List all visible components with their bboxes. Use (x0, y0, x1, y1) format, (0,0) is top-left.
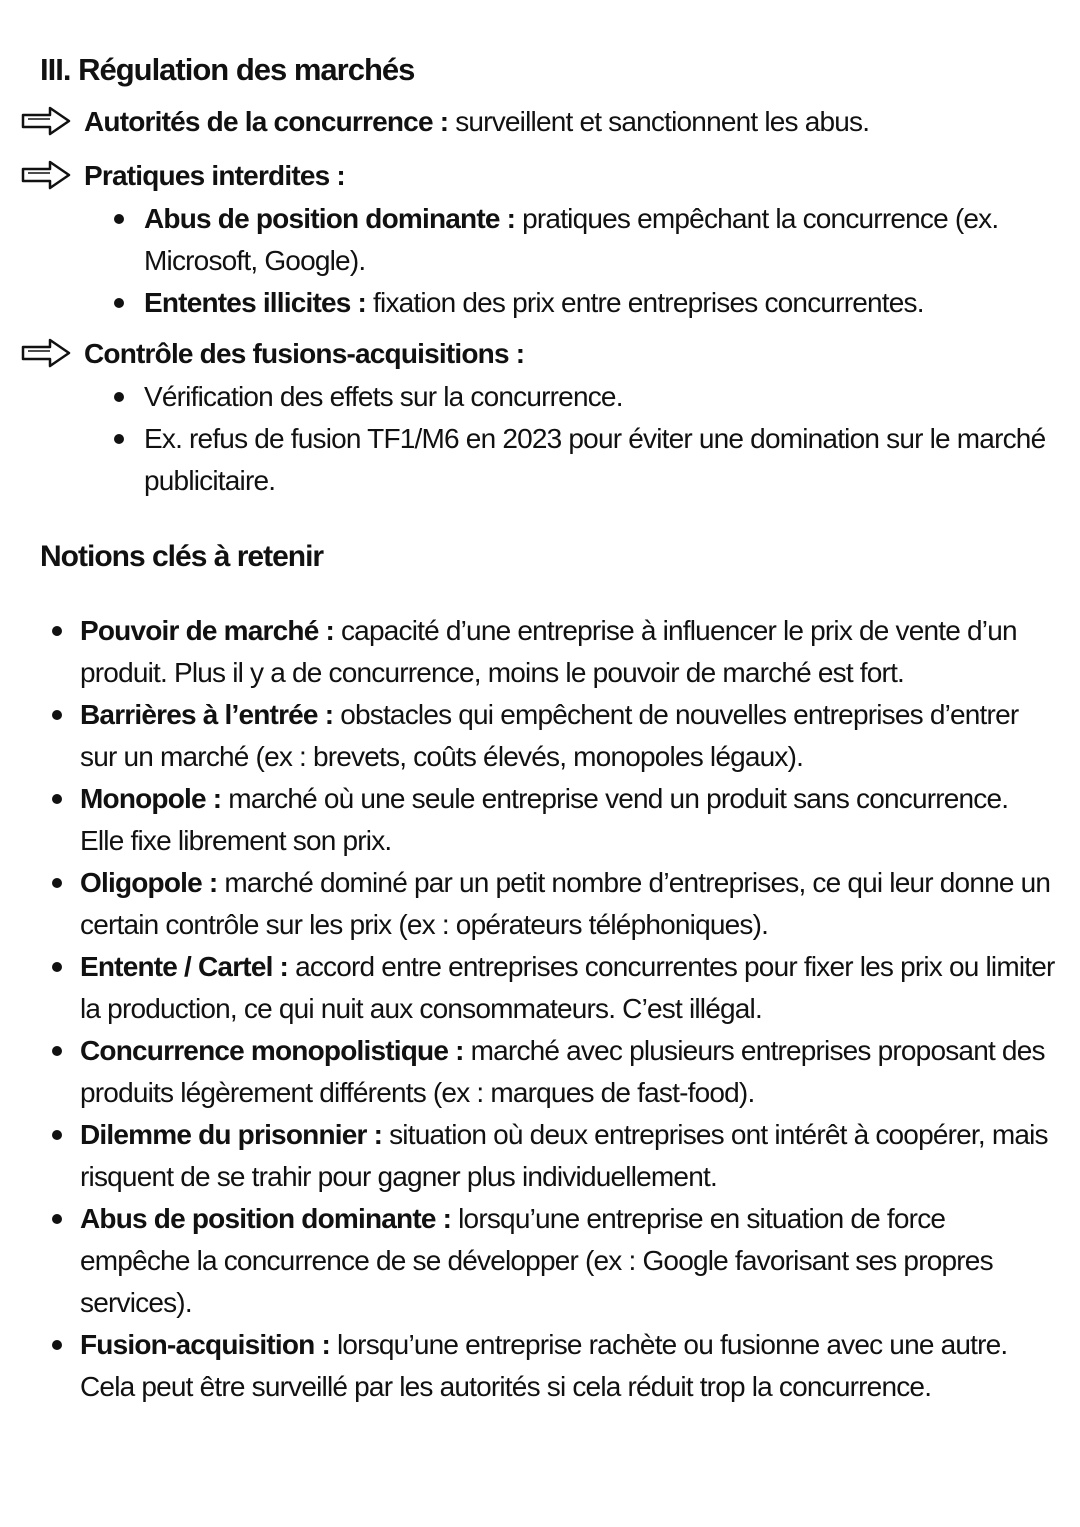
regulation-sublist (112, 376, 1052, 502)
notion-term: Dilemme du prisonnier : (80, 1119, 383, 1150)
notion-term: Monopole : (80, 783, 222, 814)
notion-term: Barrières à l’entrée : (80, 699, 334, 730)
notion-term: Abus de position dominante : (80, 1203, 452, 1234)
sub-term: Abus de position dominante : (144, 203, 516, 234)
notion-text: accord entre entreprises concurrentes pour fixer les prix ou limiter la production, ce qui nuit aux consommateurs. C’est illégal. (80, 951, 1055, 1024)
arrow-icon (20, 105, 72, 137)
regulation-term: Pratiques interdites : (84, 160, 345, 191)
notion-term: Fusion-acquisition : (80, 1329, 330, 1360)
arrow-icon (20, 337, 72, 369)
notion-text: lorsqu’une entreprise rachète ou fusionne avec une autre. Cela peut être surveillé par les autorités si cela réduit trop la concurrence. (80, 1329, 1008, 1402)
list-item (46, 778, 1056, 862)
list-item (46, 946, 1056, 1030)
regulation-term: Autorités de la concurrence : (84, 106, 449, 137)
notions-list (46, 610, 1056, 1408)
regulation-item (20, 333, 524, 375)
regulation-sublist (112, 198, 1052, 324)
regulation-item (20, 101, 869, 143)
list-item (46, 610, 1056, 694)
notion-text: marché dominé par un petit nombre d’entreprises, ce qui leur donne un certain contrôle sur les prix (ex : opérateurs téléphoniques). (80, 867, 1051, 940)
notion-text: marché avec plusieurs entreprises proposant des produits légèrement différents (ex : marques de fast-food). (80, 1035, 1045, 1108)
sub-text: Vérification des effets sur la concurrence. (144, 381, 623, 412)
list-item (46, 1324, 1056, 1408)
list-item (46, 1114, 1056, 1198)
list-item (46, 862, 1056, 946)
notion-term: Pouvoir de marché : (80, 615, 334, 646)
regulation-term: Contrôle des fusions-acquisitions : (84, 338, 525, 369)
list-item (46, 1030, 1056, 1114)
notion-term: Oligopole : (80, 867, 218, 898)
notion-text: lorsqu’une entreprise en situation de force empêche la concurrence de se développer (ex : Google favorisant ses propres services). (80, 1203, 993, 1318)
sub-text: pratiques empêchant la concurrence (ex. Microsoft, Google). (144, 203, 999, 276)
sub-text: fixation des prix entre entreprises concurrentes. (366, 287, 924, 318)
list-item (112, 198, 1052, 282)
notion-term: Concurrence monopolistique : (80, 1035, 464, 1066)
notion-text: situation où deux entreprises ont intérêt à coopérer, mais risquent de se trahir pour gagner plus individuellement. (80, 1119, 1048, 1192)
notion-text: capacité d’une entreprise à influencer le prix de vente d’un produit. Plus il y a de concurrence, moins le pouvoir de marché est fort. (80, 615, 1017, 688)
regulation-text: surveillent et sanctionnent les abus. (448, 106, 870, 137)
list-item (46, 694, 1056, 778)
list-item (112, 418, 1052, 502)
notion-text: marché où une seule entreprise vend un produit sans concurrence. Elle fixe librement son prix. (80, 783, 1009, 856)
arrow-icon (20, 159, 72, 191)
list-item (112, 282, 1052, 324)
list-item (112, 376, 1052, 418)
list-item (46, 1198, 1056, 1324)
regulation-item (20, 155, 345, 197)
section-title: III. Régulation des marchés (40, 52, 415, 87)
sub-text: Ex. refus de fusion TF1/M6 en 2023 pour éviter une domination sur le marché publicitaire. (144, 423, 1046, 496)
notions-title: Notions clés à retenir (40, 540, 324, 573)
sub-term: Ententes illicites : (144, 287, 367, 318)
notion-term: Entente / Cartel : (80, 951, 289, 982)
notion-text: obstacles qui empêchent de nouvelles entreprises d’entrer sur un marché (ex : brevets, coûts élevés, monopoles légaux). (80, 699, 1019, 772)
